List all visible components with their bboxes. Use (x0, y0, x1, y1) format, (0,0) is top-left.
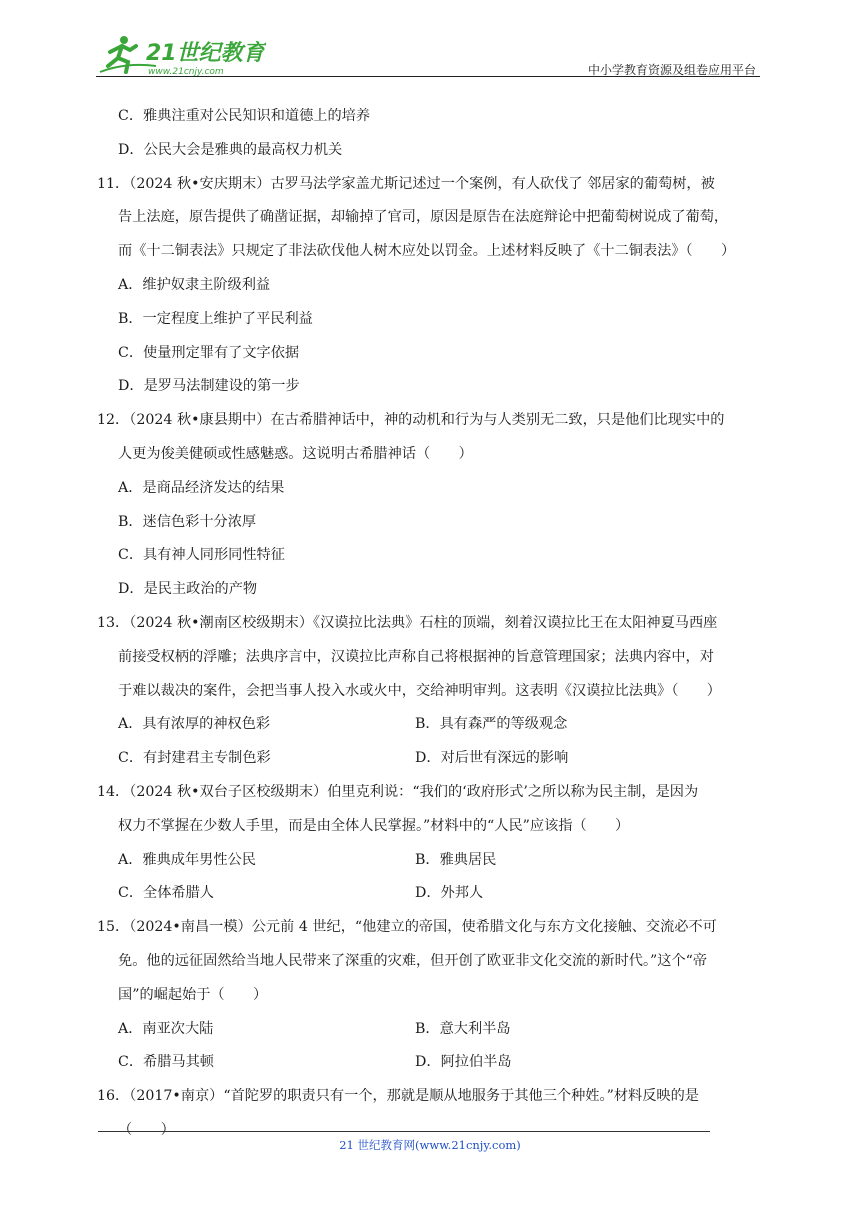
option-row (97, 742, 769, 776)
question-content (97, 100, 769, 1148)
svg-text:www.21cnjy.com: www.21cnjy.com (148, 67, 224, 76)
question-13-stem-line2: 前接受权柄的浮雕；法典序言中，汉谟拉比声称自己将根据神的旨意管理国家；法典内容中，对 (118, 648, 714, 665)
question-16-stem-line2: （ ） (118, 1121, 175, 1138)
option-row (97, 708, 769, 742)
site-logo (96, 32, 266, 76)
option-12a: A．是商品经济发达的结果 (118, 479, 285, 496)
question-13-stem: 13．（2024 秋•潮南区校级期末）《汉谟拉比法典》石柱的顶端，刻着汉谟拉比王在太阳神夏马西座 (97, 614, 718, 631)
option-12c: C．具有神人同形同性特征 (118, 547, 285, 564)
option-10d: D．公民大会是雅典的最高权力机关 (118, 141, 343, 158)
question-11-stem: 11．（2024 秋•安庆期末）古罗马法学家盖尤斯记述过一个案例，有人砍伐了 邻居家的葡萄树，被 (97, 175, 715, 192)
option-row (97, 844, 769, 878)
platform-title: 中小学教育资源及组卷应用平台 (587, 63, 756, 77)
option-13d: D．对后世有深远的影响 (415, 750, 569, 767)
option-row (97, 877, 769, 911)
option-13b: B．具有森严的等级观念 (415, 716, 568, 733)
question-15-stem-line3: 国”的崛起始于（ ） (118, 986, 268, 1003)
option-11c: C．使量刑定罪有了文字依据 (118, 344, 300, 361)
option-row (97, 1046, 769, 1080)
option-15b: B．意大利半岛 (415, 1020, 511, 1037)
question-11-stem-line2: 告上法庭，原告提供了确凿证据，却输掉了官司，原因是原告在法庭辩论中把葡萄树说成了葡萄， (118, 209, 729, 226)
question-16-stem: 16．（2017•南京）“首陀罗的职责只有一个，那就是顺从地服务于其他三个种姓。”材料反映的是 (97, 1088, 699, 1105)
option-14d: D．外邦人 (415, 885, 484, 902)
option-12b: B．迷信色彩十分浓厚 (118, 513, 257, 530)
option-15c: C．希腊马其顿 (118, 1054, 214, 1071)
question-15-stem-line2: 免。他的远征固然给当地人民带来了深重的灾难，但开创了欧亚非文化交流的新时代。”这个“帝 (118, 952, 708, 969)
footer-divider (98, 1131, 710, 1132)
option-12d: D．是民主政治的产物 (118, 581, 258, 598)
option-row (97, 1013, 769, 1047)
option-10c: C．雅典注重对公民知识和道德上的培养 (118, 108, 371, 124)
question-14-stem: 14．（2024 秋•双台子区校级期末）伯里克利说：“我们的‘政府形式’之所以称为民主制，是因为 (97, 783, 699, 800)
question-11-stem-line3: 而《十二铜表法》只规定了非法砍伐他人树木应处以罚金。上述材料反映了《十二铜表法》（ ） (118, 243, 736, 260)
option-11d: D．是罗马法制建设的第一步 (118, 378, 300, 395)
question-14-stem-line2: 权力不掌握在少数人手里，而是由全体人民掌握。”材料中的“人民”应该指（ ） (118, 817, 630, 834)
option-14a: A．雅典成年男性公民 (118, 851, 256, 868)
option-13c: C．有封建君主专制色彩 (118, 750, 271, 767)
option-11a: A．维护奴隶主阶级利益 (118, 276, 271, 293)
option-15a: A．南亚次大陆 (118, 1020, 214, 1037)
svg-text:21世纪教育: 21世纪教育 (146, 41, 265, 66)
option-11b: B．一定程度上维护了平民利益 (118, 310, 313, 327)
page-header (96, 28, 760, 80)
question-15-stem: 15．（2024•南昌一模）公元前 4 世纪，“他建立的帝国，使希腊文化与东方文化接触、交流必不可 (97, 919, 717, 936)
question-12-stem: 12．（2024 秋•康县期中）在古希腊神话中，神的动机和行为与人类别无二致，只是他们比现实中的 (97, 412, 725, 429)
header-divider (96, 76, 760, 77)
footer-text: 21 世纪教育网(www.21cnjy.com) (339, 1138, 521, 1152)
option-14b: B．雅典居民 (415, 851, 497, 868)
option-14c: C．全体希腊人 (118, 885, 214, 902)
option-13a: A．具有浓厚的神权色彩 (118, 716, 271, 733)
question-12-stem-line2: 人更为俊美健硕或性感魅惑。这说明古希腊神话（ ） (118, 445, 473, 462)
option-15d: D．阿拉伯半岛 (415, 1054, 512, 1071)
question-13-stem-line3: 于难以裁决的案件，会把当事人投入水或火中，交给神明审判。这表明《汉谟拉比法典》（ ） (118, 682, 721, 699)
